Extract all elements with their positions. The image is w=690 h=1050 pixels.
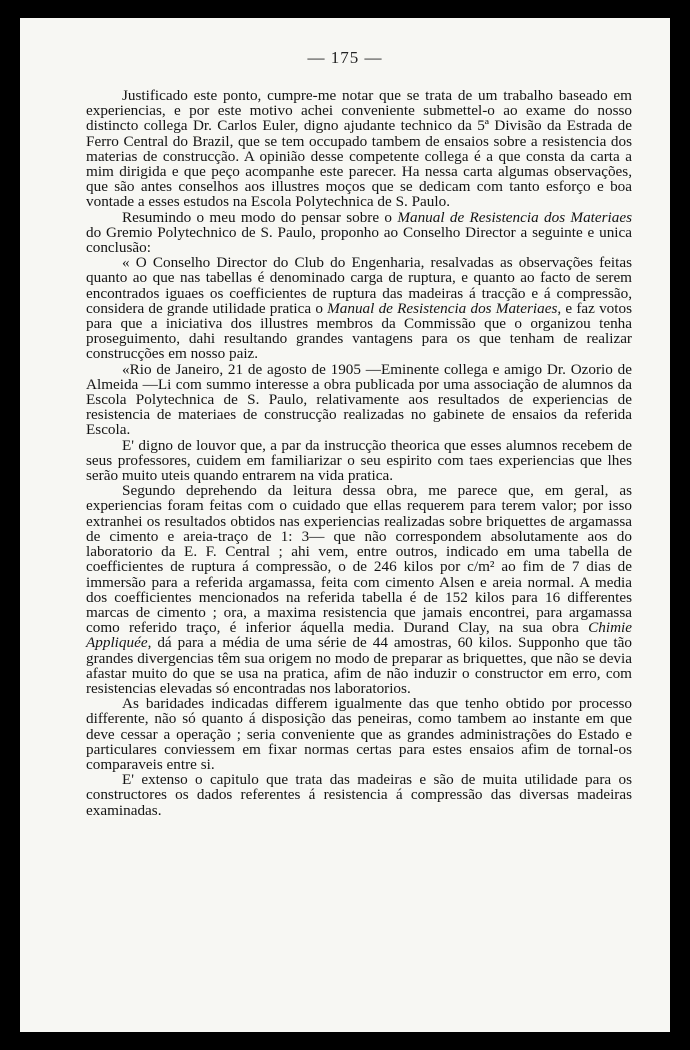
- paragraph-text: do Gremio Polytechnico de S. Paulo, proponho ao Conselho Director a seguinte e unica conclusão:: [86, 223, 632, 257]
- page-number: — 175 —: [307, 48, 383, 67]
- paragraph-text: Justificado este ponto, cumpre-me notar que se trata de um trabalho baseado em experiencias, e por este motivo achei conveniente submettel-o ao exame do nosso distincto collega Dr. Carlos Euler, digno ajudante technico da 5ª Divisão da Estrada de Ferro Central do Brazil, que se tem occupado tambem de ensaios sobre a resistencia dos materias de construcção. A opinião desse competente collega é a que consta da carta a mim dirigida e que peço acompanhe este parecer. Ha nessa carta algumas observações, que são antes conselhos aos illustres moços que se dedicam com tanto esforço e boa vontade a esses estudos na Escola Polytechnica de S. Paulo.: [86, 87, 632, 211]
- paragraph-text: , e faz votos para que a iniciativa dos illustres membros da Commissão que o organizou tenha proseguimento, dahi resultando grandes vantagens para os que tenham de realizar construcções em nosso paiz.: [86, 299, 632, 363]
- italic-title: Chimie Appliquée: [86, 619, 632, 652]
- paragraph-text: « O Conselho Director do Club do Engenharia, resalvadas as observações feitas quanto ao que nas tabellas é denominado carga de ruptura, e quanto ao facto de serem encontrados iguaes os coefficientes de ruptura das madeiras á tracção e á compressão, considera de grande utilidade pratica o: [86, 254, 632, 317]
- paragraph-text: , dá para a média de uma série de 44 amostras, 60 kilos. Supponho que tão grandes divergencias têm sua origem no modo de preparar as briquettes, que não se devia afastar muito do que se usa na pratica, afim de não induzir o constructor em erro, com resistencias elevadas só encontradas nos laboratorios.: [86, 634, 632, 697]
- paragraph-text: E' extenso o capitulo que trata das madeiras e são de muita utilidade para os constructores os dados referentes á resistencia á compressão das diversas madeiras examinadas.: [86, 771, 632, 819]
- paragraph-text: «Rio de Janeiro, 21 de agosto de 1905 —Eminente collega e amigo Dr. Ozorio de Almeida —Li com summo interesse a obra publicada por uma associação de alumnos da Escola Polytechnica de S. Paulo, relativamente aos resultados de experiencias de resistencia de materiaes de construcção realizadas no gabinete de ensaios da referida Escola.: [86, 360, 632, 439]
- paragraph-text: Resumindo o meu modo do pensar sobre o: [122, 208, 398, 226]
- paragraph: [86, 696, 632, 772]
- paragraph: [86, 772, 632, 818]
- paragraph-text: As baridades indicadas differem igualmente das que tenho obtido por processo differente, não só quanto á disposição das peneiras, como tambem ao instante em que deve cessar a operação ; seria conveniente que as grandes administrações do Estado e particulares conviessem em fixar normas certas para estes ensaios afim de tornal-os comparaveis entre si.: [86, 695, 632, 773]
- paragraph: [86, 210, 632, 256]
- paragraph: [86, 362, 632, 438]
- paragraph: [86, 88, 632, 210]
- book-page: [20, 18, 670, 1032]
- italic-title: Manual de Resistencia dos Materiaes: [397, 208, 632, 226]
- paragraph: [86, 483, 632, 696]
- body-text: [86, 88, 632, 818]
- italic-title: Manual de Resistencia dos Materiaes: [327, 299, 558, 317]
- paragraph: [86, 255, 632, 361]
- paragraph: [86, 438, 632, 484]
- paragraph-text: Segundo deprehendo da leitura dessa obra, me parece que, em geral, as experiencias foram feitas com o cuidado que ellas requerem para terem valor; por isso extranhei os resultados obtidos nas experiencias realizadas sobre briquettes de argamassa de cimento e areia-traço de 1: 3— que não correspondem absolutamente aos do laboratorio da E. F. Central ; ahi vem, entre outros, indicado em uma tabella de coefficientes de ruptura á compressão, o de 246 kilos por c/m² ao fim de 7 dias de immersão para a referida argamassa, feita com cimento Alsen e areia normal. A media dos coefficientes mencionados na referida tabella é de 152 kilos para 16 differentes marcas de cimento ; ora, a maxima resistencia que jamais encontrei, para argamassa como referido traço, é inferior áquella media. Durand Clay, na sua obra: [86, 482, 632, 637]
- paragraph-text: E' digno de louvor que, a par da instrucção theorica que esses alumnos recebem de seus professores, cuidem em familiarizar o seu espirito com taes experiencias que lhes serão muito uteis quando entrarem na vida pratica.: [86, 436, 632, 485]
